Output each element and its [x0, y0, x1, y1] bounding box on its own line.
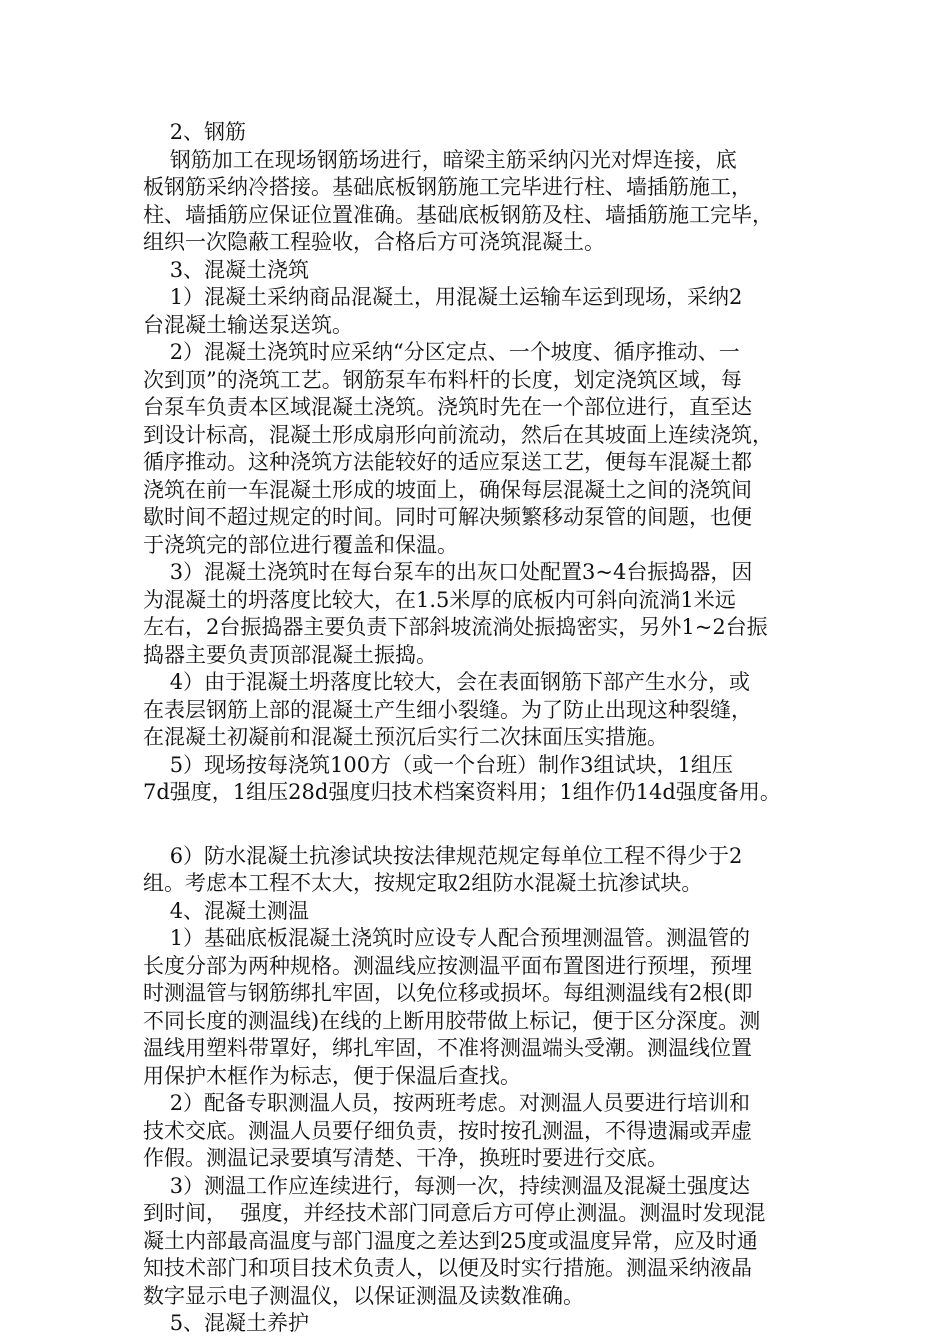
- text-line: 1）混凝土采纳商品混凝土，用混凝土运输车运到现场，采纳2: [143, 285, 743, 309]
- text-line: 板钢筋采纳冷搭接。基础底板钢筋施工完毕进行柱、墙插筋施工，: [143, 175, 752, 199]
- text-line: 为混凝土的坍落度比较大，在1.5米厚的底板内可斜向流淌1米远: [143, 587, 736, 612]
- text-line: 凝土内部最高温度与部门温度之差达到25度或温度异常，应及时通: [143, 1228, 758, 1253]
- text-line: 3）混凝土浇筑时在每台泵车的出灰口处配置3~4台振捣器，因: [143, 560, 753, 584]
- text-line: 长度分部为两种规格。测温线应按测温平面布置图进行预埋，预埋: [143, 953, 752, 978]
- text-line: 作假。测温记录要填写清楚、干净，换班时要进行交底。: [143, 1146, 668, 1170]
- text-line: 2）混凝土浇筑时应采纳“分区定点、一个坡度、循序推动、一: [143, 340, 740, 364]
- text-line: 循序推动。这种浇筑方法能较好的适应泵送工艺，便每车混凝土都: [143, 450, 752, 474]
- text-line: 技术交底。测温人员要仔细负责，按时按孔测温，不得遗漏或弄虚: [143, 1118, 752, 1143]
- text-line: 6）防水混凝土抗渗试块按法律规范规定每单位工程不得少于2: [143, 843, 743, 868]
- text-line: 知技术部门和项目技术负责人，以便及时实行措施。测温采纳液晶: [143, 1256, 752, 1280]
- section-heading-concrete-pouring: 3、混凝土浇筑: [143, 257, 310, 282]
- document-body: [143, 119, 815, 1338]
- text-line: 钢筋加工在现场钢筋场进行，暗梁主筋采纳闪光对焊连接，底: [143, 147, 737, 172]
- text-line: 4）由于混凝土坍落度比较大，会在表面钢筋下部产生水分，或: [143, 670, 751, 694]
- text-line: 捣器主要负责顶部混凝土振捣。: [143, 642, 437, 667]
- text-line: 用保护木框作为标志，便于保温后查找。: [143, 1063, 521, 1088]
- section-heading-curing: 5、混凝土养护: [143, 1311, 310, 1335]
- text-line: 次到顶”的浇筑工艺。钢筋泵车布料杆的长度，划定浇筑区域，每: [143, 367, 742, 392]
- text-line: 组织一次隐蔽工程验收，合格后方可浇筑混凝土。: [143, 230, 605, 254]
- text-line: 到时间， 强度，并经技术部门同意后方可停止测温。测温时发现混: [143, 1201, 766, 1225]
- section-heading-temperature: 4、混凝土测温: [143, 898, 310, 923]
- text-line: 7d强度，1组压28d强度归技术档案资料用；1组作仍14d强度备用。: [143, 780, 781, 804]
- text-line: 组。考虑本工程不太大，按规定取2组防水混凝土抗渗试块。: [143, 871, 703, 895]
- text-line: 不同长度的测温线)在线的上断用胶带做上标记，便于区分深度。测: [143, 1008, 761, 1033]
- text-line: 1）基础底板混凝土浇筑时应设专人配合预埋测温管。测温管的: [143, 926, 751, 950]
- text-line: 台泵车负责本区域混凝土浇筑。浇筑时先在一个部位进行，直至达: [143, 395, 752, 419]
- text-line: 台混凝土输送泵送筑。: [143, 312, 353, 337]
- text-line: 左右，2台振捣器主要负责下部斜坡流淌处振捣密实，另外1~2台振: [143, 615, 768, 639]
- text-line: 在混凝土初凝前和混凝土预沉后实行二次抹面压实措施。: [143, 725, 668, 749]
- text-line: 5）现场按每浇筑100方（或一个台班）制作3组试块，1组压: [143, 752, 733, 777]
- text-line: 温线用塑料带罩好，绑扎牢固，不准将测温端头受潮。测温线位置: [143, 1036, 752, 1060]
- text-line: 浇筑在前一车混凝土形成的坡面上，确保每层混凝土之间的浇筑间: [143, 477, 752, 502]
- text-line: 柱、墙插筋应保证位置准确。基础底板钢筋及柱、墙插筋施工完毕，: [143, 202, 773, 227]
- text-line: 3）测温工作应连续进行，每测一次，持续测温及混凝土强度达: [143, 1173, 751, 1198]
- text-line: 时测温管与钢筋绑扎牢固，以免位移或损坏。每组测温线有2根(即: [143, 981, 753, 1005]
- text-line: 于浇筑完的部位进行覆盖和保温。: [143, 532, 458, 557]
- text-line: 在表层钢筋上部的混凝土产生细小裂缝。为了防止出现这种裂缝，: [143, 697, 752, 722]
- blank-line: [143, 807, 815, 843]
- text-line: 数字显示电子测温仪，以保证测温及读数准确。: [143, 1283, 584, 1308]
- text-line: 歇时间不超过规定的时间。同时可解决频繁移动泵管的间题，也便: [143, 505, 752, 529]
- text-line: 2）配备专职测温人员，按两班考虑。对测温人员要进行培训和: [143, 1091, 751, 1115]
- text-line: 到设计标高，混凝土形成扇形向前流动，然后在其坡面上连续浇筑，: [143, 422, 773, 447]
- section-heading-rebar: 2、钢筋: [143, 120, 247, 144]
